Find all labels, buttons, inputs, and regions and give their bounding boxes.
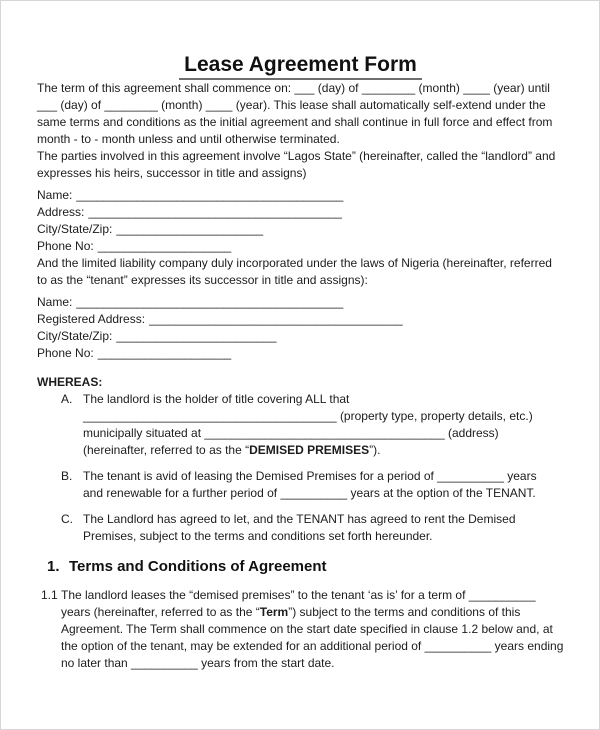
tenant-registered-address-row (37, 311, 564, 328)
tenant-citystatezip-row (37, 328, 564, 345)
section-title: Terms and Conditions of Agreement (69, 558, 327, 575)
field-label: Registered Address: (37, 312, 146, 326)
whereas-item-c (61, 511, 564, 545)
fill-in-line: ______________________________________ (149, 312, 403, 326)
clause-number: 1.1 (41, 588, 58, 602)
landlord-fields (37, 187, 564, 255)
whereas-item-a (61, 391, 564, 459)
landlord-phone-row (37, 238, 564, 255)
item-letter: C. (61, 512, 73, 526)
document-title (37, 53, 564, 80)
landlord-name-row (37, 187, 564, 204)
field-label: Name: (37, 188, 73, 202)
field-label: Phone No: (37, 346, 94, 360)
item-text: The Landlord has agreed to let, and the TENANT has agreed to rent the Demised Premises, subject to the terms and conditions set forth hereunder. (83, 512, 516, 543)
item-letter: A. (61, 392, 73, 406)
fill-in-line: ________________________________________ (76, 295, 344, 309)
tenant-phone-row (37, 345, 564, 362)
term-paragraph: The term of this agreement shall commence on: ___ (day) of ________ (month) ____ (year) until ___ (day) of ________ (month) ____ (year). This lease shall automatically self-extend under the same terms and conditions as the initial agreement and shall continue in full force and effect from month - to - month unless and until otherwise terminated. (37, 81, 553, 146)
fill-in-line: ______________________ (116, 222, 264, 236)
item-text: The landlord is the holder of title covering ALL that ______________________________________ (property type, property details, etc.) municipally situated at ____________________________________ (address) (hereinafter, referred to as the “DEMISED PREMISES”). (83, 392, 533, 457)
fill-in-line: ________________________ (116, 329, 277, 343)
whereas-heading: WHEREAS: (37, 375, 103, 389)
item-letter: B. (61, 469, 73, 483)
field-label: City/State/Zip: (37, 222, 113, 236)
clause-text: The landlord leases the “demised premises” to the tenant ‘as is’ for a term of __________ years (hereinafter, referred to as the “Term”) subject to the terms and conditions of this Agreement. The Term shall commence on the start date specified in clause 1.2 below and, at the option of the tenant, may be extended for an additional period of __________ years ending no later than __________ years from the start date. (61, 588, 564, 670)
item-text: The tenant is avid of leasing the Demised Premises for a period of __________ years and renewable for a further period of __________ years at the option of the TENANT. (83, 469, 537, 500)
section-heading-terms-and-conditions (47, 557, 564, 577)
parties-paragraph: The parties involved in this agreement involve “Lagos State” (hereinafter, called the “landlord” and expresses his heirs, successor in title and assigns) (37, 149, 556, 180)
tenant-fields (37, 294, 564, 362)
field-label: City/State/Zip: (37, 329, 113, 343)
tenant-paragraph: And the limited liability company duly incorporated under the laws of Nigeria (hereinafter, referred to as the “tenant” expresses its successor in title and assigns): (37, 256, 552, 287)
document-title-text: Lease Agreement Form (179, 53, 422, 80)
whereas-item-b (61, 468, 564, 502)
fill-in-line: ______________________________________ (88, 205, 342, 219)
section-number: 1. (47, 558, 60, 575)
whereas-list (37, 391, 564, 545)
fill-in-line: ________________________________________ (76, 188, 344, 202)
field-label: Name: (37, 295, 73, 309)
fill-in-line: ____________________ (97, 239, 232, 253)
fill-in-line: ____________________ (97, 346, 232, 360)
landlord-address-row (37, 204, 564, 221)
field-label: Address: (37, 205, 85, 219)
landlord-citystatezip-row (37, 221, 564, 238)
tenant-name-row (37, 294, 564, 311)
clause-1-1 (41, 587, 564, 672)
field-label: Phone No: (37, 239, 94, 253)
